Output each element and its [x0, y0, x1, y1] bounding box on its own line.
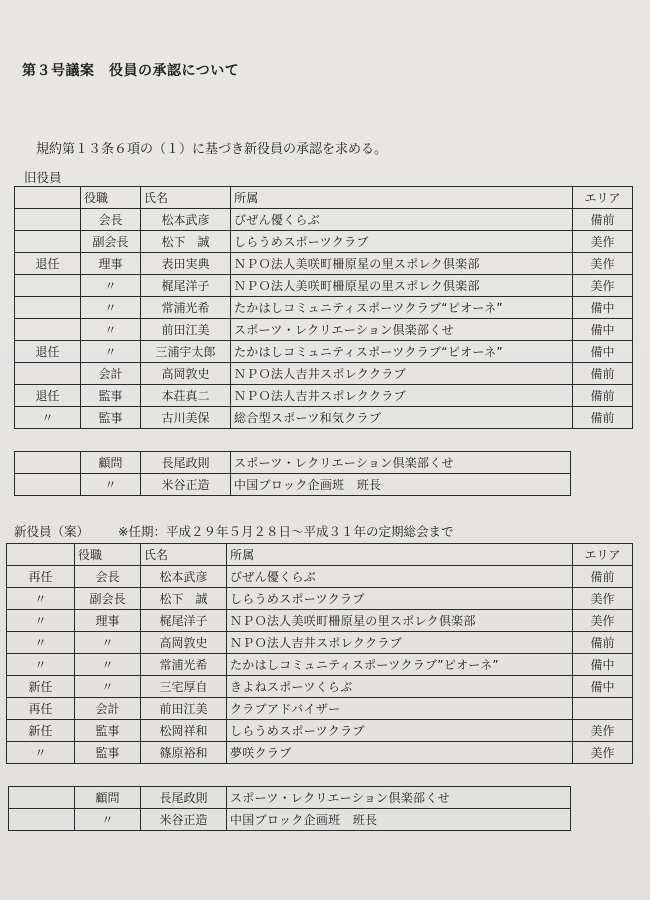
status-cell [15, 297, 81, 319]
area-cell: 美作 [573, 231, 633, 253]
old-advisors-table [14, 451, 571, 496]
table-header-row [7, 544, 633, 566]
status-cell: 〃 [7, 610, 75, 632]
name-cell: 松本武彦 [141, 209, 231, 231]
role-cell: 副会長 [75, 588, 141, 610]
status-cell [9, 787, 75, 809]
role-cell: 〃 [75, 809, 141, 831]
table-row [15, 363, 633, 385]
role-cell: 監事 [75, 742, 141, 764]
name-cell: 本荘真二 [141, 385, 231, 407]
org-cell: しらうめスポーツクラブ [227, 588, 573, 610]
name-cell: 松下 誠 [141, 588, 227, 610]
table-row [7, 588, 633, 610]
area-cell: 備前 [573, 363, 633, 385]
name-cell: 三宅厚自 [141, 676, 227, 698]
org-cell: ＮＰＯ法人吉井スポレククラブ [231, 363, 573, 385]
status-cell: 再任 [7, 698, 75, 720]
table-row [15, 474, 571, 496]
org-cell: 中国ブロック企画班 班長 [231, 474, 571, 496]
table-row [15, 385, 633, 407]
status-cell [15, 474, 81, 496]
name-cell: 米谷正造 [141, 809, 227, 831]
area-cell: 備前 [573, 385, 633, 407]
org-cell: しらうめスポーツクラブ [231, 231, 573, 253]
area-cell: 美作 [573, 742, 633, 764]
old-officers-table [14, 186, 633, 429]
area-cell: 備中 [573, 319, 633, 341]
status-cell: 〃 [7, 654, 75, 676]
area-cell: 備中 [573, 654, 633, 676]
role-cell: 顧問 [75, 787, 141, 809]
org-cell: スポーツ・レクリエーション倶楽部くせ [231, 319, 573, 341]
table-row [7, 676, 633, 698]
name-cell: 前田江美 [141, 698, 227, 720]
area-cell: 備前 [573, 407, 633, 429]
role-cell: 〃 [81, 341, 141, 363]
name-cell: 高岡敦史 [141, 363, 231, 385]
org-cell: ＮＰＯ法人吉井スポレククラブ [227, 632, 573, 654]
role-cell: 監事 [75, 720, 141, 742]
area-cell: 美作 [573, 610, 633, 632]
table-row [15, 275, 633, 297]
status-cell: 退任 [15, 253, 81, 275]
status-cell [15, 319, 81, 341]
area-cell: 備前 [573, 209, 633, 231]
org-cell: ＮＰＯ法人美咲町柵原星の里スポレク倶楽部 [231, 275, 573, 297]
role-cell: 会計 [81, 363, 141, 385]
table-row [7, 610, 633, 632]
area-cell [573, 698, 633, 720]
status-cell: 〃 [7, 742, 75, 764]
status-header [15, 187, 81, 209]
name-cell: 前田江美 [141, 319, 231, 341]
table-row [15, 209, 633, 231]
table-row [15, 297, 633, 319]
status-cell [9, 809, 75, 831]
table-row [7, 742, 633, 764]
name-cell: 梶尾洋子 [141, 275, 231, 297]
name-cell: 篠原裕和 [141, 742, 227, 764]
org-cell: ＮＰＯ法人美咲町柵原星の里スポレク倶楽部 [227, 610, 573, 632]
status-cell [15, 275, 81, 297]
status-cell [15, 231, 81, 253]
area-cell: 備前 [573, 632, 633, 654]
org-header: 所属 [231, 187, 573, 209]
role-header: 役職 [81, 187, 141, 209]
area-header: エリア [573, 187, 633, 209]
role-cell: 〃 [81, 474, 141, 496]
status-cell: 退任 [15, 385, 81, 407]
role-cell: 理事 [81, 253, 141, 275]
name-cell: 常浦光希 [141, 297, 231, 319]
name-cell: 表田実典 [141, 253, 231, 275]
area-cell: 美作 [573, 720, 633, 742]
name-cell: 古川美保 [141, 407, 231, 429]
org-cell: 夢咲クラブ [227, 742, 573, 764]
name-cell: 長尾政則 [141, 787, 227, 809]
role-header: 役職 [75, 544, 141, 566]
table-row [7, 720, 633, 742]
role-cell: 〃 [81, 297, 141, 319]
org-cell: 中国ブロック企画班 班長 [227, 809, 571, 831]
table-row [7, 632, 633, 654]
table-row [15, 407, 633, 429]
role-cell: 〃 [75, 676, 141, 698]
area-cell: 備中 [573, 297, 633, 319]
status-cell: 〃 [7, 632, 75, 654]
name-header: 氏名 [141, 544, 227, 566]
table-row [15, 452, 571, 474]
name-cell: 梶尾洋子 [141, 610, 227, 632]
area-cell: 美作 [573, 275, 633, 297]
role-cell: 〃 [81, 275, 141, 297]
role-cell: 顧問 [81, 452, 141, 474]
name-cell: 高岡敦史 [141, 632, 227, 654]
table-header-row [15, 187, 633, 209]
status-cell [15, 363, 81, 385]
role-cell: 〃 [81, 319, 141, 341]
area-cell: 美作 [573, 588, 633, 610]
org-cell: しらうめスポーツクラブ [227, 720, 573, 742]
area-header: エリア [573, 544, 633, 566]
org-header: 所属 [227, 544, 573, 566]
org-cell: きよねスポーツくらぶ [227, 676, 573, 698]
status-cell: 〃 [15, 407, 81, 429]
table-row [9, 787, 571, 809]
name-cell: 常浦光希 [141, 654, 227, 676]
role-cell: 会計 [75, 698, 141, 720]
name-cell: 米谷正造 [141, 474, 231, 496]
table-row [9, 809, 571, 831]
name-cell: 三浦宇太郎 [141, 341, 231, 363]
org-cell: クラブアドバイザー [227, 698, 573, 720]
org-cell: たかはしコミュニティスポーツクラブ“ピオーネ” [231, 297, 573, 319]
name-header: 氏名 [141, 187, 231, 209]
status-cell: 再任 [7, 566, 75, 588]
org-cell: スポーツ・レクリエーション倶楽部くせ [231, 452, 571, 474]
status-cell: 新任 [7, 720, 75, 742]
name-cell: 松下 誠 [141, 231, 231, 253]
intro-text: 規約第１３条６項の（１）に基づき新役員の承認を求める。 [36, 142, 388, 157]
org-cell: ＮＰＯ法人美咲町柵原星の里スポレク倶楽部 [231, 253, 573, 275]
status-cell [15, 209, 81, 231]
status-cell: 退任 [15, 341, 81, 363]
role-cell: 監事 [81, 385, 141, 407]
org-cell: ＮＰＯ法人吉井スポレククラブ [231, 385, 573, 407]
org-cell: たかはしコミュニティスポーツクラブ”ピオーネ” [227, 654, 573, 676]
table-row [7, 566, 633, 588]
new-advisors-table [8, 786, 571, 831]
area-cell: 美作 [573, 253, 633, 275]
status-header [7, 544, 75, 566]
org-cell: びぜん優くらぶ [227, 566, 573, 588]
name-cell: 松岡祥和 [141, 720, 227, 742]
status-cell: 〃 [7, 588, 75, 610]
role-cell: 副会長 [81, 231, 141, 253]
org-cell: びぜん優くらぶ [231, 209, 573, 231]
org-cell: 総合型スポーツ和気クラブ [231, 407, 573, 429]
role-cell: 〃 [75, 632, 141, 654]
agenda-title: 第３号議案 役員の承認について [22, 63, 240, 79]
role-cell: 会長 [81, 209, 141, 231]
table-row [7, 698, 633, 720]
status-cell: 新任 [7, 676, 75, 698]
role-cell: 理事 [75, 610, 141, 632]
new-officers-table [6, 543, 633, 764]
new-officers-label: 新役員（案） [14, 524, 90, 539]
old-officers-label: 旧役員 [24, 170, 62, 185]
org-cell: たかはしコミュニティスポーツクラブ“ピオーネ” [231, 341, 573, 363]
table-row [15, 231, 633, 253]
role-cell: 会長 [75, 566, 141, 588]
table-row [15, 341, 633, 363]
area-cell: 備前 [573, 566, 633, 588]
term-note: ※任期：平成２９年５月２８日～平成３１年の定期総会まで [118, 524, 454, 539]
org-cell: スポーツ・レクリエーション倶楽部くせ [227, 787, 571, 809]
table-row [15, 319, 633, 341]
area-cell: 備中 [573, 676, 633, 698]
table-row [15, 253, 633, 275]
name-cell: 松本武彦 [141, 566, 227, 588]
status-cell [15, 452, 81, 474]
role-cell: 監事 [81, 407, 141, 429]
table-row [7, 654, 633, 676]
area-cell: 備中 [573, 341, 633, 363]
role-cell: 〃 [75, 654, 141, 676]
name-cell: 長尾政則 [141, 452, 231, 474]
